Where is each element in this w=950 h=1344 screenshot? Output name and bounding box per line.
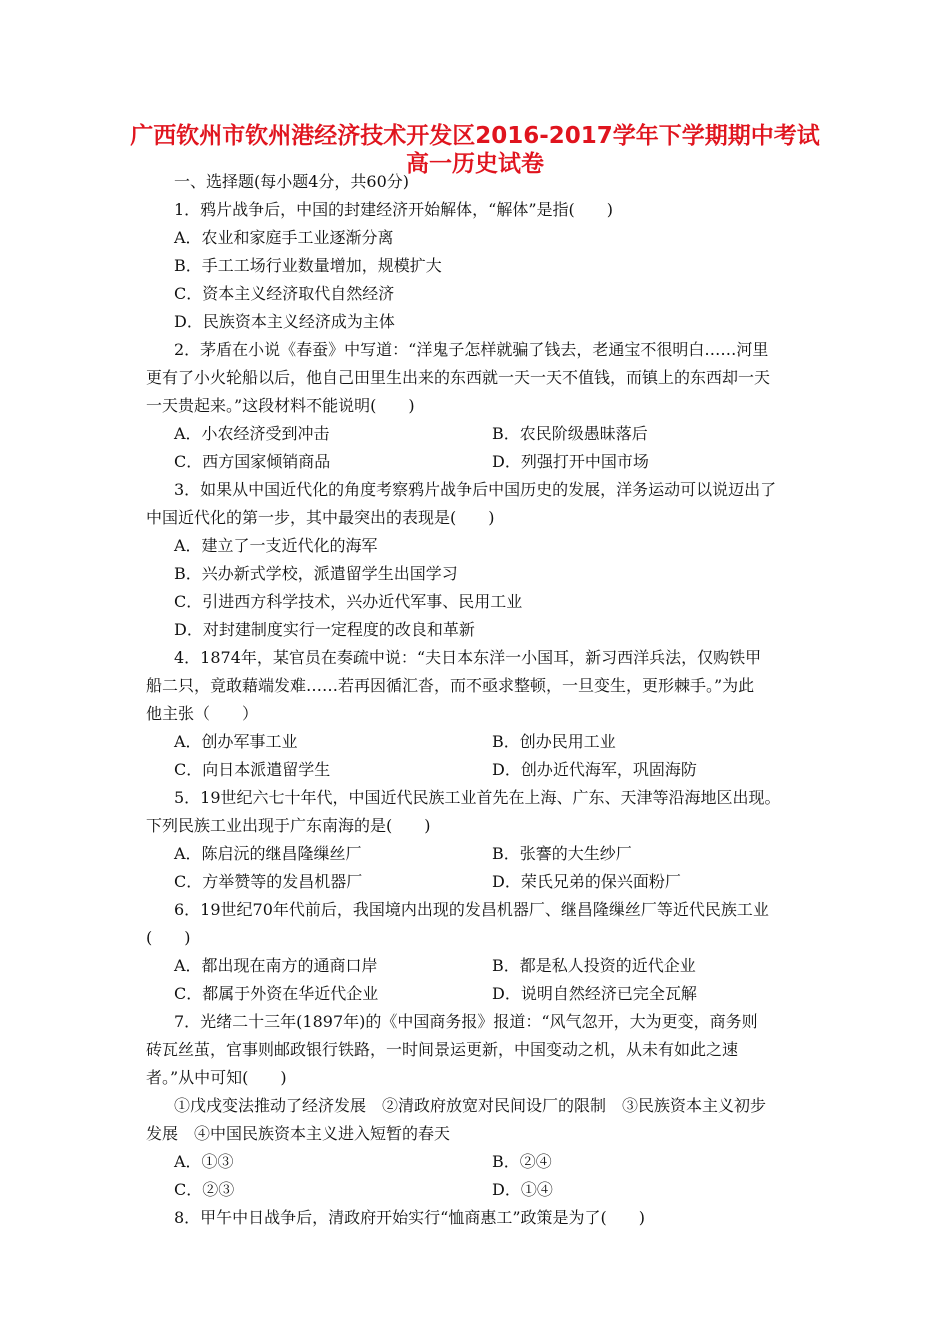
question-7-option-b: B．②④ (492, 1152, 552, 1171)
question-3-stem: 3．如果从中国近代化的角度考察鸦片战争后中国历史的发展，洋务运动可以说迈出了 (174, 480, 777, 499)
question-6-stem: ( ) (146, 928, 191, 947)
question-1-stem: 1．鸦片战争后，中国的封建经济开始解体，“解体”是指( ) (174, 200, 614, 219)
question-7-statements: ①戊戌变法推动了经济发展 ②清政府放宽对民间设厂的限制 ③民族资本主义初步 (174, 1096, 767, 1115)
section-header: 一、选择题(每小题4分，共60分) (174, 172, 410, 191)
question-6-options-row (146, 980, 812, 1008)
exam-title: 广西钦州市钦州港经济技术开发区2016-2017学年下学期期中考试 (130, 123, 820, 149)
question-5-stem: 下列民族工业出现于广东南海的是( ) (146, 816, 431, 835)
question-3-option-b: B．兴办新式学校，派遣留学生出国学习 (174, 564, 458, 583)
question-4-options-row (146, 756, 812, 784)
question-2-option-a: A．小农经济受到冲击 (174, 424, 330, 443)
question-6-option-b: B．都是私人投资的近代企业 (492, 956, 696, 975)
question-4-options-row (146, 728, 812, 756)
question-2-stem: 一天贵起来。”这段材料不能说明( ) (146, 396, 415, 415)
question-7-option-c: C．②③ (174, 1180, 235, 1199)
question-6-options-row (146, 952, 812, 980)
question-5-option-b: B．张謇的大生纱厂 (492, 844, 632, 863)
question-4-option-b: B．创办民用工业 (492, 732, 616, 751)
question-2-stem: 2．茅盾在小说《春蚕》中写道：“洋鬼子怎样就骗了钱去，老通宝不很明白……河里 (174, 340, 769, 359)
question-6-option-c: C．都属于外资在华近代企业 (174, 984, 379, 1003)
question-2-option-b: B．农民阶级愚昧落后 (492, 424, 648, 443)
question-1-option-c: C．资本主义经济取代自然经济 (174, 284, 395, 303)
exam-body (146, 168, 812, 1232)
question-7-stem: 7．光绪二十三年(1897年)的《中国商务报》报道：“风气忽开，大为更变，商务则 (174, 1012, 758, 1031)
exam-subtitle: 高一历史试卷 (406, 151, 544, 177)
question-5-options-row (146, 868, 812, 896)
question-4-stem: 船二只，竟敢藉端发难……若再因循汇沓，而不亟求整顿，一旦变生，更形棘手。”为此 (146, 676, 755, 695)
question-4-stem: 4．1874年，某官员在奏疏中说：“夫日本东洋一小国耳，新习西洋兵法，仅购铁甲 (174, 648, 762, 667)
question-1-option-d: D．民族资本主义经济成为主体 (174, 312, 395, 331)
question-4-option-d: D．创办近代海军，巩固海防 (492, 760, 697, 779)
question-3-option-d: D．对封建制度实行一定程度的改良和革新 (174, 620, 475, 639)
question-7-statements: 发展 ④中国民族资本主义进入短暂的春天 (146, 1124, 451, 1143)
question-5-option-d: D．荣氏兄弟的保兴面粉厂 (492, 872, 681, 891)
question-1-option-b: B．手工工场行业数量增加，规模扩大 (174, 256, 442, 275)
question-1-option-a: A．农业和家庭手工业逐渐分离 (174, 228, 394, 247)
question-7-option-d: D．①④ (492, 1180, 553, 1199)
question-5-options-row (146, 840, 812, 868)
question-5-option-a: A．陈启沅的继昌隆缫丝厂 (174, 844, 362, 863)
question-6-stem: 6．19世纪70年代前后，我国境内出现的发昌机器厂、继昌隆缫丝厂等近代民族工业 (174, 900, 769, 919)
question-5-option-c: C．方举赞等的发昌机器厂 (174, 872, 363, 891)
question-3-option-a: A．建立了一支近代化的海军 (174, 536, 378, 555)
question-8-stem: 8．甲午中日战争后，清政府开始实行“恤商惠工”政策是为了( ) (174, 1208, 646, 1227)
question-6-option-d: D．说明自然经济已完全瓦解 (492, 984, 697, 1003)
question-2-stem: 更有了小火轮船以后，他自己田里生出来的东西就一天一天不值钱，而镇上的东西却一天 (146, 368, 771, 387)
question-2-options-row (146, 448, 812, 476)
question-4-stem: 他主张（ ） (146, 704, 259, 723)
question-6-option-a: A．都出现在南方的通商口岸 (174, 956, 378, 975)
question-2-option-d: D．列强打开中国市场 (492, 452, 649, 471)
question-7-option-a: A．①③ (174, 1152, 234, 1171)
question-5-stem: 5．19世纪六七十年代，中国近代民族工业首先在上海、广东、天津等沿海地区出现。 (174, 788, 781, 807)
question-3-option-c: C．引进西方科学技术，兴办近代军事、民用工业 (174, 592, 523, 611)
question-7-stem: 砖瓦丝茧，官事则邮政银行铁路，一时间景运更新，中国变动之机，从未有如此之速 (146, 1040, 739, 1059)
question-3-stem: 中国近代化的第一步，其中最突出的表现是( ) (146, 508, 495, 527)
question-2-option-c: C．西方国家倾销商品 (174, 452, 331, 471)
question-4-option-c: C．向日本派遣留学生 (174, 760, 331, 779)
question-2-options-row (146, 420, 812, 448)
question-7-stem: 者。”从中可知( ) (146, 1068, 287, 1087)
question-4-option-a: A．创办军事工业 (174, 732, 298, 751)
question-7-options-row (146, 1148, 812, 1176)
question-7-options-row (146, 1176, 812, 1204)
